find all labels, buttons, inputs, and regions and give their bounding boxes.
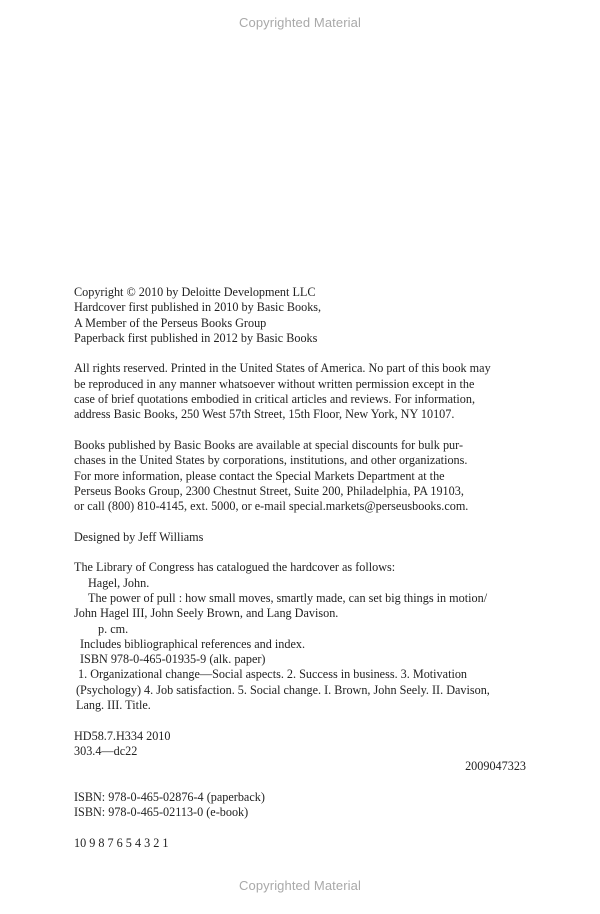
cip-block (74, 560, 534, 713)
printing-line: 10 9 8 7 6 5 4 3 2 1 (74, 835, 169, 850)
isbn-paperback: ISBN: 978-0-465-02876-4 (paperback) (74, 789, 265, 804)
watermark-top: Copyrighted Material (239, 15, 361, 30)
printing-block (74, 836, 534, 851)
watermark-bottom: Copyrighted Material (239, 878, 361, 893)
lc-call-number: HD58.7.H334 2010 (74, 728, 171, 743)
cip-subjects: 1. Organizational change—Social aspects. 2. Success in business. 3. Motivation (78, 667, 468, 682)
cip-title-continued: John Hagel III, John Seely Brown, and Lang Davison. (74, 606, 339, 621)
sales-line: Perseus Books Group, 2300 Chestnut Street, Suite 200, Philadelphia, PA 19103, (74, 483, 464, 498)
rights-block (74, 361, 534, 422)
dewey-number: 303.4—dc22 (74, 743, 138, 758)
cip-pages: p. cm. (98, 621, 129, 636)
isbn-block (74, 790, 534, 821)
designer-block (74, 530, 534, 545)
cip-title: The power of pull : how small moves, smartly made, can set big things in motion/ (88, 590, 488, 605)
cip-isbn: ISBN 978-0-465-01935-9 (alk. paper) (80, 652, 266, 667)
classification-block (74, 729, 534, 775)
copyright-block (74, 285, 534, 346)
copyright-line: Copyright © 2010 by Deloitte Development LLC (74, 285, 316, 299)
publisher-group-line: A Member of the Perseus Books Group (74, 315, 267, 330)
cip-notes: Includes bibliographical references and index. (80, 636, 306, 651)
special-sales-block (74, 438, 534, 514)
copyright-page-content (74, 285, 534, 866)
cip-subjects-continued: (Psychology) 4. Job satisfaction. 5. Social change. I. Brown, John Seely. II. Davison, (76, 682, 490, 697)
sales-line: or call (800) 810-4145, ext. 5000, or e-mail special.markets@perseusbooks.com. (74, 499, 469, 514)
cip-author: Hagel, John. (88, 575, 150, 590)
lccn-number: 2009047323 (465, 759, 526, 774)
cip-subjects-continued: Lang. III. Title. (76, 698, 151, 713)
paperback-line: Paperback first published in 2012 by Basic Books (74, 330, 318, 345)
rights-line: case of brief quotations embodied in critical articles and reviews. For information, (74, 392, 476, 407)
sales-line: Books published by Basic Books are available at special discounts for bulk pur- (74, 437, 463, 452)
cip-intro: The Library of Congress has catalogued the hardcover as follows: (74, 560, 396, 575)
rights-line: be reproduced in any manner whatsoever without written permission except in the (74, 376, 475, 391)
sales-line: For more information, please contact the Special Markets Department at the (74, 468, 445, 483)
sales-line: chases in the United States by corporations, institutions, and other organizations. (74, 453, 468, 468)
rights-line: address Basic Books, 250 West 57th Street, 15th Floor, New York, NY 10107. (74, 407, 455, 422)
designer-line: Designed by Jeff Williams (74, 529, 204, 544)
rights-line: All rights reserved. Printed in the United States of America. No part of this book may (74, 361, 491, 376)
isbn-ebook: ISBN: 978-0-465-02113-0 (e-book) (74, 805, 249, 820)
hardcover-line: Hardcover first published in 2010 by Basic Books, (74, 300, 322, 315)
